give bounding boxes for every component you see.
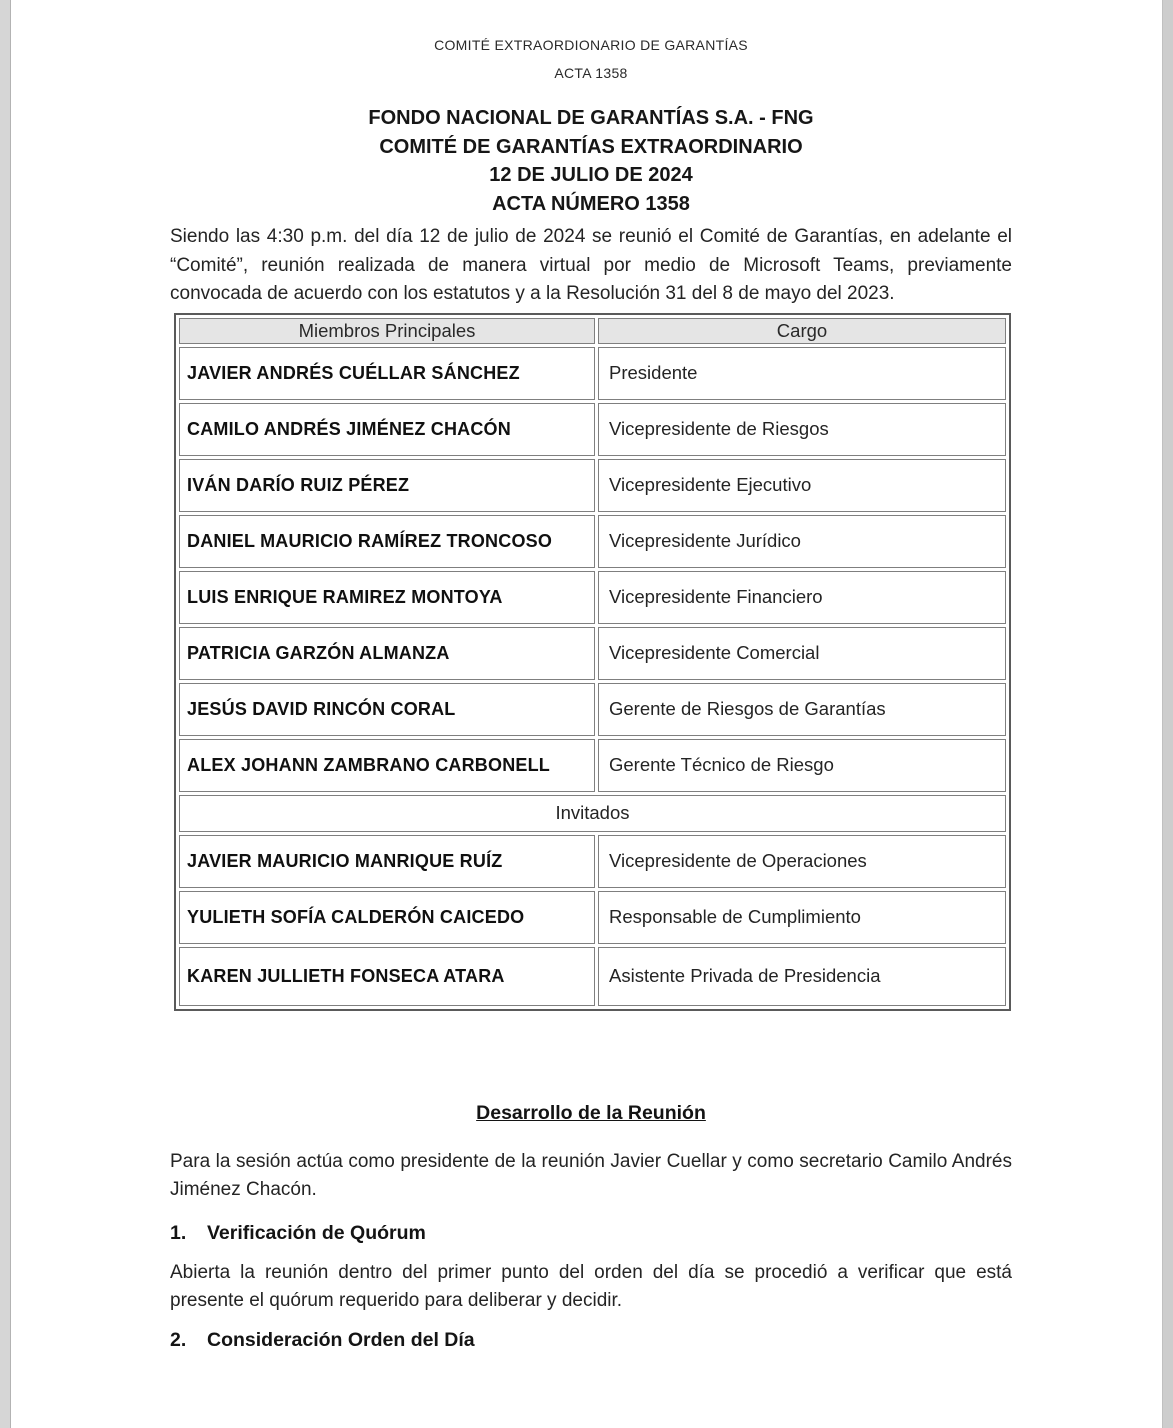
section-heading-desarrollo: Desarrollo de la Reunión xyxy=(476,1101,706,1124)
column-header-members: Miembros Principales xyxy=(179,318,595,344)
member-name: JAVIER ANDRÉS CUÉLLAR SÁNCHEZ xyxy=(179,347,595,400)
table-row xyxy=(179,403,1006,456)
scan-edge-left xyxy=(0,0,11,1428)
table-row xyxy=(179,835,1006,888)
member-cargo: Gerente Técnico de Riesgo xyxy=(598,739,1006,792)
member-cargo: Vicepresidente Ejecutivo xyxy=(598,459,1006,512)
agenda-item-2 xyxy=(170,1326,1012,1354)
intro-paragraph: Siendo las 4:30 p.m. del día 12 de julio de 2024 se reunió el Comité de Garantías, en adelante el “Comité”, reunión realizada de manera virtual por medio de Microsoft Teams, previamente convocada de acuerdo con los estatutos y a la Resolución 31 del 8 de mayo del 2023. xyxy=(170,226,1012,304)
title-committee: COMITÉ DE GARANTÍAS EXTRAORDINARIO xyxy=(379,135,803,158)
table-row xyxy=(179,891,1006,944)
member-name: LUIS ENRIQUE RAMIREZ MONTOYA xyxy=(179,571,595,624)
table-row xyxy=(179,683,1006,736)
guest-name: YULIETH SOFÍA CALDERÓN CAICEDO xyxy=(179,891,595,944)
member-cargo: Vicepresidente Jurídico xyxy=(598,515,1006,568)
title-company: FONDO NACIONAL DE GARANTÍAS S.A. - FNG xyxy=(368,107,814,129)
agenda-item-2-number: 2. xyxy=(170,1328,187,1351)
table-row xyxy=(179,947,1006,1006)
agenda-item-1-number: 1. xyxy=(170,1221,187,1244)
scan-edge-right xyxy=(1162,0,1173,1428)
agenda-item-2-title: Consideración Orden del Día xyxy=(207,1328,475,1351)
attendance-table xyxy=(174,313,1011,1011)
column-header-cargo: Cargo xyxy=(598,318,1006,344)
running-header-acta: ACTA 1358 xyxy=(554,65,628,81)
running-header xyxy=(170,31,1012,87)
member-cargo: Vicepresidente de Riesgos xyxy=(598,403,1006,456)
quorum-paragraph: Abierta la reunión dentro del primer punto del orden del día se procedió a verificar que está presente el quórum requerido para deliberar y decidir. xyxy=(170,1261,1012,1311)
invitados-label: Invitados xyxy=(179,795,1006,832)
table-row xyxy=(179,571,1006,624)
table-header-row xyxy=(179,318,1006,344)
table-row xyxy=(179,739,1006,792)
running-header-line1: COMITÉ EXTRAORDIONARIO DE GARANTÍAS xyxy=(434,37,748,53)
member-name: ALEX JOHANN ZAMBRANO CARBONELL xyxy=(179,739,595,792)
agenda-item-1-title: Verificación de Quórum xyxy=(207,1221,426,1244)
member-cargo: Presidente xyxy=(598,347,1006,400)
title-date: 12 DE JULIO DE 2024 xyxy=(489,164,693,186)
guest-cargo: Asistente Privada de Presidencia xyxy=(598,947,1006,1006)
table-row xyxy=(179,459,1006,512)
table-row xyxy=(179,627,1006,680)
member-name: JESÚS DAVID RINCÓN CORAL xyxy=(179,683,595,736)
member-name: IVÁN DARÍO RUIZ PÉREZ xyxy=(179,459,595,512)
member-name: DANIEL MAURICIO RAMÍREZ TRONCOSO xyxy=(179,515,595,568)
member-cargo: Vicepresidente Comercial xyxy=(598,627,1006,680)
table-row xyxy=(179,515,1006,568)
session-roles-paragraph: Para la sesión actúa como presidente de la reunión Javier Cuellar y como secretario Camilo Andrés Jiménez Chacón. xyxy=(170,1150,1012,1200)
member-name: CAMILO ANDRÉS JIMÉNEZ CHACÓN xyxy=(179,403,595,456)
agenda-item-1 xyxy=(170,1219,1012,1247)
guest-name: KAREN JULLIETH FONSECA ATARA xyxy=(179,947,595,1006)
member-cargo: Vicepresidente Financiero xyxy=(598,571,1006,624)
document-content xyxy=(170,31,1012,1354)
invitados-section-row xyxy=(179,795,1006,832)
guest-cargo: Responsable de Cumplimiento xyxy=(598,891,1006,944)
title-block xyxy=(170,104,1012,218)
member-cargo: Gerente de Riesgos de Garantías xyxy=(598,683,1006,736)
title-acta-number: ACTA NÚMERO 1358 xyxy=(492,192,690,215)
guest-cargo: Vicepresidente de Operaciones xyxy=(598,835,1006,888)
member-name: PATRICIA GARZÓN ALMANZA xyxy=(179,627,595,680)
table-row xyxy=(179,347,1006,400)
guest-name: JAVIER MAURICIO MANRIQUE RUÍZ xyxy=(179,835,595,888)
